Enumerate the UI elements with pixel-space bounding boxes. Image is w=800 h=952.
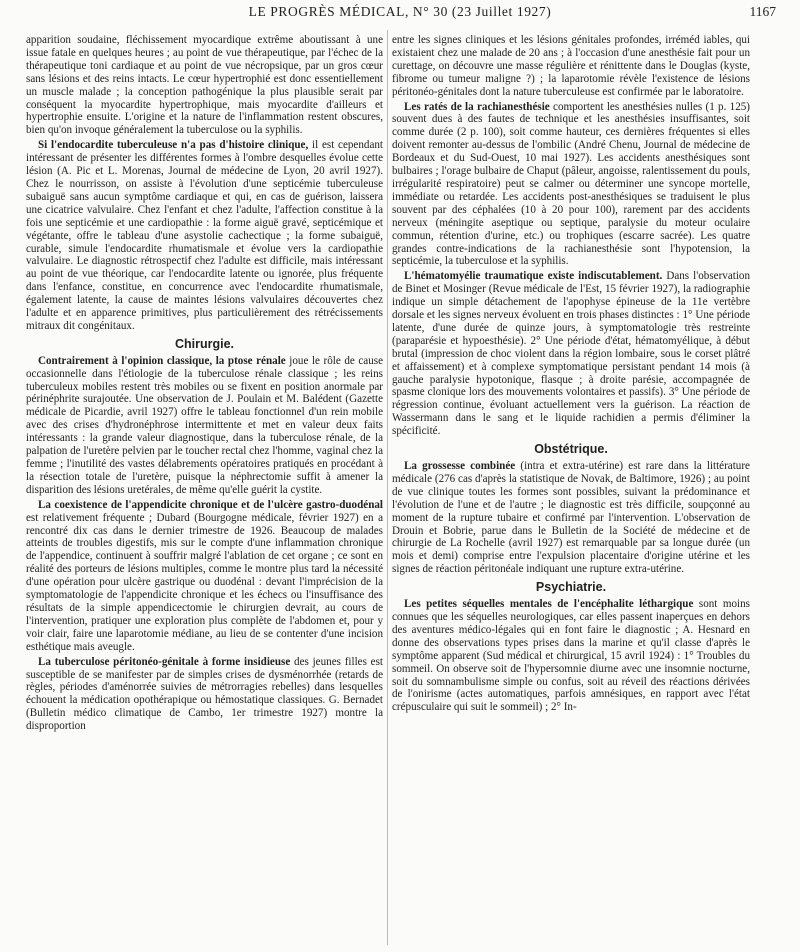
lead-rachianesthesie: Les ratés de la rachianesthésie	[404, 100, 550, 113]
text-tuberculose-peritoneo: des jeunes filles est susceptible de se manifester par de simples crises de dysménorrhée (retards de règles, périodes d'aménorrée suivies de métrorragies rebelles) dans lesquelles échouent la médication opothérapique ou hémostatique classiques. G. Bernadet (Bulletin médico climatique de Cambo, 1er trimestre 1927) montre la disproportion	[26, 655, 383, 733]
text-encephalite: sont moins connues que les séquelles neurologiques, car elles passent inaperçues en dehors des aventures médico-légales qui en font faire le diagnostic ; A. Hesnard en donne des observations types prises dans la marine et qu'il classe d'après le symptôme apparent (Sud médical et chirurgical, 15 avril 1924) : 1° Troubles du sommeil. On observe soit de l'hypersomnie diurne avec une insomnie nocturne, soit du somnambulisme simple ou confus, soit au réveil des réactions dérivées de l'onirisme (actes automatiques, parfois amnésiques, en rapport avec l'état crépusculaire qui suit le sommeil) ; 2° In-	[392, 598, 750, 714]
text-appendicite: est relativement fréquente ; Dubard (Bourgogne médicale, février 1927) en a rencontré dix cas dans le dernier trimestre de 1926. Beaucoup de malades atteints de troubles digestifs, mis sur le compte d'une inflammation chronique de l'appendice, continuent à souffrir malgré l'ablation de cet organe ; ce sont en réalité des porteurs de lésions multiples, comme le montre plus tard la nécessité d'une opération pour ulcère gastrique ou duodénal : devant l'imprécision de la symptomatologie de l'appendicite chronique et les échecs ou l'insuffisance des résultats de la simple appendicectomie le chirurgien devrait, au cours de l'intervention, pratiquer une exploration plus complète de l'abdomen et, pour y voir clair, faire une laparotomie médiane, au lieu de se contenter d'une incision esthétique mais aveugle.	[26, 511, 383, 653]
lead-tuberculose-peritoneo: La tuberculose péritonéo-génitale à forme insidieuse	[38, 655, 291, 668]
lead-appendicite: La coexistence de l'appendicite chronique et de l'ulcère gastro-duodénal	[38, 498, 383, 511]
paragraph-appendicite	[26, 499, 383, 654]
text-endocardite: il est cependant intéressant de présenter les différentes formes à l'ombre desquelles évolue cette lésion (A. Pic et L. Morenas, Journal de médecine de Lyon, 20 avril 1927). Chez le nourrisson, on assiste à l'évolution d'une septicémie tuberculeuse subaiguë sans aucun symptôme cardiaque et qui, en cas de guérison, laissera une cicatrice valvulaire. Chez l'enfant et chez l'adulte, l'affection constitue à la fois une septicémie et une cardiopathie : la forme aiguë gravé, septicémique et végétante, offre le tableau d'une asystolie cachectique ; la forme subaiguë, curable, simule l'endocardite rhumatismale et évolue vers la cardiopathie valvulaire. Le diagnostic rétrospectif chez l'adulte est difficile, mais intéressant au point de vue théorique, car l'endocardite latente ou ignorée, plus fréquente dans l'enfance, constitue, en concurrence avec l'endocardite rhumatismale, également latente, la cause de maintes lésions valvulaires découvertes chez l'adulte et en apparence primitives, plus particulièrement des rétrécissements mitraux dit congénitaux.	[26, 139, 384, 332]
column-divider	[387, 30, 388, 945]
section-heading-obstetrique: Obstétrique.	[534, 442, 608, 457]
paragraph-rachianesthesie	[392, 101, 750, 269]
paragraph-hematomyelie	[392, 270, 750, 438]
lead-endocardite: Si l'endocardite tuberculeuse n'a pas d'histoire clinique,	[38, 139, 309, 152]
paragraph-endocardite	[26, 139, 383, 333]
section-heading-chirurgie: Chirurgie.	[174, 336, 235, 351]
lead-ptose-renale: Contrairement à l'opinion classique, la ptose rénale	[38, 354, 286, 367]
paragraph-grossesse	[392, 460, 750, 576]
text-ptose-renale: joue le rôle de cause occasionnelle dans l'étiologie de la tuberculose rénale classique ; les reins tuberculeux mobiles restent très mobiles ou se fixent en position anormale par périnéphrite surajoutée. Une observation de J. Poulain et M. Balédent (Gazette médicale de Picardie, avril 1927) offre le tableau fonctionnel d'un rein mobile avec des crises d'hydronéphrose intermittente et met en valeur deux faits intéressants : la grande valeur diagnostique, dans la tuberculose rénale, de la palpation de l'uretère pelvien par le toucher rectal chez l'homme, vaginal chez la femme ; l'inutilité des vastes délabrements opératoires pratiqués en procédant à la résection totale de l'uretère, puisque la néphrectomie suffit à amener la disparition des lésions uretérales, de même qu'elle guérit la cystite.	[26, 354, 384, 496]
paragraph-continuation: entre les signes cliniques et les lésions génitales profondes, irréméd iables, qui existaient chez une malade de 20 ans ; à l'occasion d'une anesthésie fait pour un curettage, on découvre une masse régulière et rénittente dans le Douglas (kyste, fibrome ou tumeur maligne ?) ; la laparotomie révèle l'existence de lésions péritonéo-génitales dont la nature tuberculeuse est confirmée par le laboratoire.	[392, 34, 750, 98]
journal-title: LE PROGRÈS MÉDICAL, N° 30 (23 Juillet 1927)	[248, 4, 552, 19]
right-column	[392, 34, 750, 714]
paragraph-ptose-renale	[26, 355, 383, 497]
text-grossesse: (intra et extra-utérine) est rare dans la littérature médicale (276 cas d'après la statistique de Novak, de Baltimore, 1926) ; au point de vue clinique toutes les formes sont possibles, suivant la prédominance et l'évolution de l'une et de l'autre ; le diagnostic est très difficile, soupçonné au moment de la rupture tubaire et confirmé par l'intervention. L'observation de Drouin et Bobrie, parue dans le Bulletin de la Société de médecine et de chirurgie de La Rochelle (avril 1927) est remarquable par sa longue durée (un mois et demi) comprise entre l'expulsion placentaire d'origine utérine et les signes de réaction péritonéale indiquant une rupture extra-utérine.	[392, 460, 750, 576]
lead-grossesse: La grossesse combinée	[404, 460, 516, 472]
section-heading-psychiatrie: Psychiatrie.	[535, 580, 607, 595]
page-header	[0, 4, 800, 22]
paragraph-tuberculose-peritoneo	[26, 656, 383, 733]
paragraph-myocardite: apparition soudaine, fléchissement myocardique extrême aboutissant à une issue fatale en quelques heures ; au point de vue thérapeutique, par l'échec de la thérapeutique toni cardiaque et au point de vue nécropsique, par un gros cœur sans lésions et des reins intacts. Le cœur hypertrophié est donc essentiellement un muscle malade ; la conception pathogénique la plus plausible serait par conséquent la myocardite hypertrophique, mais myocardite d'ailleurs et hypertrophie ensuite. L'origine et la nature de l'inflammation restent obscures, bien qu'on invoque généralement la tuberculose ou la syphilis.	[26, 34, 383, 137]
paragraph-encephalite	[392, 598, 750, 714]
lead-hematomyelie: L'hématomyélie traumatique existe indiscutablement.	[404, 270, 663, 283]
left-column	[26, 34, 383, 733]
text-hematomyelie: Dans l'observation de Binet et Mosinger (Revue médicale de l'Est, 15 février 1927), la radiographie indique un simple détachement de l'apophyse épineuse de la 11e vertèbre dorsale et les signes nerveux évoluent en trois phases distinctes : 1° Une période latente, d'une durée de quinze jours, à symptomatologie très restreinte (paraparésie et hypoesthésie). 2° Une période d'état, hématomyélique, à début brutal (impression de choc violent dans la région lombaire, sous le corset plâtré et affaissement) et à complexe symptomatique persistant pendant 14 mois (à gauche paralysie hypotonique, flasque ; à droite parésie, accompagnée de spasme clonique lors des mouvements volontaires et passifs). 3° Une période de régression continue, évoluant actuellement vers la guérison. La réaction de Wassermann dans le sang et le liquide rachidien a permis d'éliminer la spécificité.	[392, 270, 751, 438]
text-rachianesthesie: comportent les anesthésies nulles (1 p. 125) souvent dues à des fautes de technique et les anesthésies insuffisantes, soit comme durée (2 p. 100), soit comme hauteur, ces dernières fréquentes si elles doivent remonter au-dessus de l'ombilic (André Chenu, Journal de médecine de Bordeaux et du Sud-Ouest, 10 mai 1927). Les accidents anesthésiques sont bulbaires ; l'orage bulbaire de Chaput (pâleur, angoisse, ralentissement du pouls, irrégularité respiratoire) peut se calmer ou déterminer une syncope mortelle, immédiate ou retardée. Les accidents post-anesthésiques se traduisent le plus souvent par des céphalées (10 à 20 pour 100), rarement par des accidents nerveux (méningite aseptique ou septique, paralysie du moteur oculaire commun, rétention d'urine, etc.) ou trophiques (escarre sacrée). Les quatre grandes contre-indications de la rachianesthésie sont l'hypotension, la septicémie, la tuberculose et la syphilis.	[392, 100, 750, 268]
lead-encephalite: Les petites séquelles mentales de l'encéphalite léthargique	[404, 598, 694, 611]
page-number: 1167	[749, 4, 776, 19]
